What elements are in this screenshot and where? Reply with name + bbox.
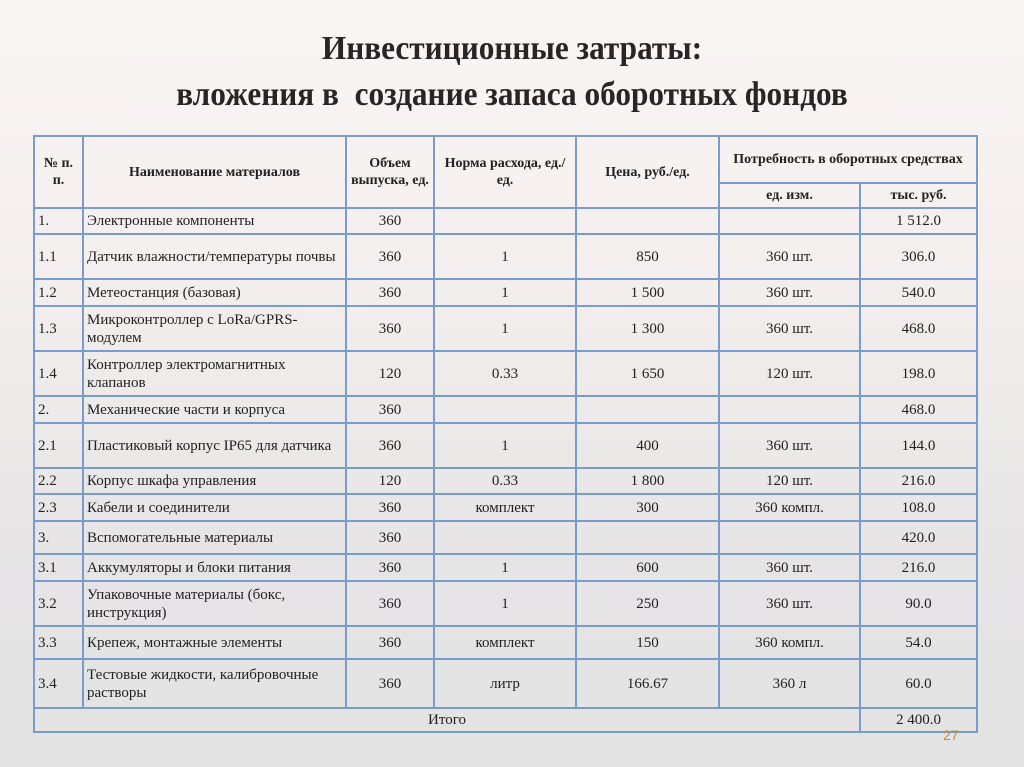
row-num: 1.2 (34, 279, 83, 306)
page-number: 27 (943, 727, 959, 743)
table-row (34, 554, 977, 581)
row-total: 60.0 (860, 659, 977, 708)
row-total: 468.0 (860, 396, 977, 423)
row-name: Вспомогательные материалы (83, 521, 346, 554)
row-norm: 0.33 (434, 351, 576, 396)
table-row (34, 396, 977, 423)
header-norm: Норма расхода, ед./ед. (434, 136, 576, 208)
row-name: Аккумуляторы и блоки питания (83, 554, 346, 581)
table-row (34, 234, 977, 279)
table-row (34, 659, 977, 708)
row-volume: 360 (346, 659, 434, 708)
row-price: 1 650 (576, 351, 719, 396)
row-volume: 360 (346, 554, 434, 581)
row-volume: 360 (346, 208, 434, 234)
header-num: № п. п. (34, 136, 83, 208)
row-name: Тестовые жидкости, калибровочные растворы (83, 659, 346, 708)
row-name: Метеостанция (базовая) (83, 279, 346, 306)
row-total: 216.0 (860, 554, 977, 581)
row-norm: 1 (434, 554, 576, 581)
row-num: 2.2 (34, 468, 83, 494)
row-num: 1. (34, 208, 83, 234)
row-name: Датчик влажности/температуры почвы (83, 234, 346, 279)
row-unit (719, 521, 860, 554)
row-norm: литр (434, 659, 576, 708)
row-name: Упаковочные материалы (бокс, инструкция) (83, 581, 346, 626)
row-num: 3.1 (34, 554, 83, 581)
row-unit: 360 компл. (719, 494, 860, 521)
table-row (34, 494, 977, 521)
row-num: 2.3 (34, 494, 83, 521)
row-volume: 360 (346, 423, 434, 468)
row-name: Крепеж, монтажные элементы (83, 626, 346, 659)
row-price: 1 800 (576, 468, 719, 494)
row-price: 166.67 (576, 659, 719, 708)
row-price: 150 (576, 626, 719, 659)
row-price (576, 521, 719, 554)
row-total: 90.0 (860, 581, 977, 626)
row-unit: 360 л (719, 659, 860, 708)
row-volume: 360 (346, 234, 434, 279)
row-norm (434, 208, 576, 234)
row-total: 54.0 (860, 626, 977, 659)
investment-table (33, 135, 978, 733)
row-volume: 360 (346, 396, 434, 423)
row-price: 400 (576, 423, 719, 468)
row-name: Микроконтроллер с LoRa/GPRS-модулем (83, 306, 346, 351)
table-row (34, 468, 977, 494)
row-volume: 360 (346, 494, 434, 521)
row-price (576, 396, 719, 423)
row-norm: 0.33 (434, 468, 576, 494)
row-num: 3.4 (34, 659, 83, 708)
row-num: 3. (34, 521, 83, 554)
table-row (34, 423, 977, 468)
row-unit: 360 шт. (719, 279, 860, 306)
row-num: 3.2 (34, 581, 83, 626)
row-price: 250 (576, 581, 719, 626)
row-unit: 360 шт. (719, 423, 860, 468)
row-norm: 1 (434, 234, 576, 279)
row-num: 1.1 (34, 234, 83, 279)
row-norm: 1 (434, 279, 576, 306)
footer-total: 2 400.0 (860, 708, 977, 732)
row-unit (719, 208, 860, 234)
header-name: Наименование материалов (83, 136, 346, 208)
row-num: 1.3 (34, 306, 83, 351)
table-row (34, 208, 977, 234)
header-need-group: Потребность в оборотных средствах (719, 136, 977, 183)
row-volume: 360 (346, 626, 434, 659)
header-price: Цена, руб./ед. (576, 136, 719, 208)
row-total: 1 512.0 (860, 208, 977, 234)
row-norm: 1 (434, 581, 576, 626)
table-row (34, 306, 977, 351)
row-name: Пластиковый корпус IP65 для датчика (83, 423, 346, 468)
table-row (34, 581, 977, 626)
row-unit: 360 шт. (719, 554, 860, 581)
row-total: 306.0 (860, 234, 977, 279)
row-volume: 360 (346, 306, 434, 351)
row-norm: комплект (434, 494, 576, 521)
row-num: 2.1 (34, 423, 83, 468)
row-unit: 120 шт. (719, 468, 860, 494)
row-price: 1 500 (576, 279, 719, 306)
row-unit (719, 396, 860, 423)
row-num: 1.4 (34, 351, 83, 396)
table-row (34, 626, 977, 659)
row-volume: 360 (346, 279, 434, 306)
row-volume: 360 (346, 521, 434, 554)
row-unit: 120 шт. (719, 351, 860, 396)
row-volume: 120 (346, 351, 434, 396)
row-unit: 360 компл. (719, 626, 860, 659)
row-norm: 1 (434, 423, 576, 468)
row-volume: 360 (346, 581, 434, 626)
row-norm (434, 396, 576, 423)
row-total: 540.0 (860, 279, 977, 306)
row-price: 1 300 (576, 306, 719, 351)
row-norm: комплект (434, 626, 576, 659)
row-norm (434, 521, 576, 554)
header-volume: Объем выпуска, ед. (346, 136, 434, 208)
row-price: 300 (576, 494, 719, 521)
table-footer-row (34, 708, 977, 732)
row-name: Кабели и соединители (83, 494, 346, 521)
row-unit: 360 шт. (719, 581, 860, 626)
header-need-unit: ед. изм. (719, 183, 860, 208)
row-num: 2. (34, 396, 83, 423)
title-line-1: Инвестиционные затраты: (321, 30, 703, 67)
row-price: 850 (576, 234, 719, 279)
row-unit: 360 шт. (719, 234, 860, 279)
row-total: 216.0 (860, 468, 977, 494)
row-unit: 360 шт. (719, 306, 860, 351)
row-norm: 1 (434, 306, 576, 351)
table-row (34, 279, 977, 306)
row-total: 144.0 (860, 423, 977, 468)
row-price: 600 (576, 554, 719, 581)
row-total: 108.0 (860, 494, 977, 521)
row-name: Механические части и корпуса (83, 396, 346, 423)
footer-label: Итого (34, 708, 860, 732)
row-name: Корпус шкафа управления (83, 468, 346, 494)
row-num: 3.3 (34, 626, 83, 659)
title-line-2: вложения в создание запаса оборотных фондов (176, 76, 848, 113)
table-row (34, 521, 977, 554)
row-total: 468.0 (860, 306, 977, 351)
table-row (34, 351, 977, 396)
slide-title (41, 26, 983, 118)
row-total: 420.0 (860, 521, 977, 554)
row-total: 198.0 (860, 351, 977, 396)
header-need-rub: тыс. руб. (860, 183, 977, 208)
row-volume: 120 (346, 468, 434, 494)
row-name: Электронные компоненты (83, 208, 346, 234)
row-price (576, 208, 719, 234)
row-name: Контроллер электромагнитных клапанов (83, 351, 346, 396)
